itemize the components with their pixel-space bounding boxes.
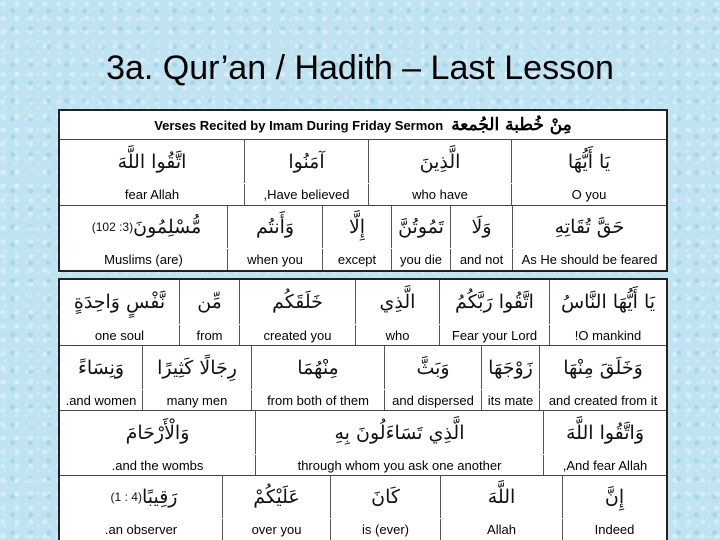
arabic-row [60,206,666,248]
arabic-word: وَالْأَرْحَامَ [125,421,190,444]
english-row [60,390,666,411]
arabic-word-with-reference [60,206,227,248]
english-word: an observer. [104,522,178,537]
english-word: And fear Allah, [543,455,666,475]
english-word: Have believed, [244,184,368,205]
arabic-word: نَّفْسٍ وَاحِدَةٍ [73,291,166,313]
arabic-word: إِلَّا [322,206,391,248]
arabic-word: وَنِسَاءً [77,356,125,379]
english-word: from [179,325,239,345]
arabic-word: مِنْهُمَا [251,346,384,389]
english-word: and women. [65,392,137,408]
arabic-word: وَأَنتُم [227,206,322,248]
english-word: O mankind! [549,325,666,345]
english-row [60,184,666,206]
english-word: As He should be feared [512,249,666,270]
arabic-row [60,411,666,454]
english-word: and created from it [539,390,666,410]
arabic-word: وَخَلَقَ مِنْهَا [539,346,666,389]
verse-reference: (4 : 1) [110,490,142,504]
arabic-word: رَقِيبًا [141,486,178,508]
arabic-word: يَا أَيُّهَا [511,140,666,183]
arabic-word: وَاتَّقُوا اللَّهَ [543,411,666,454]
arabic-word: اتَّقُوا اللَّهَ [117,150,187,173]
english-word: its mate [481,390,539,410]
english-row [60,519,666,540]
arabic-word: تَمُوتُنَّ [391,206,450,248]
english-row [60,325,666,346]
arabic-word: الَّذِي [355,280,439,324]
arabic-word: اللَّهَ [440,476,562,518]
english-word: many men [142,390,251,410]
header-english: Verses Recited by Imam During Friday Sermon [154,117,444,133]
english-word: one soul [94,327,145,343]
english-word: Indeed [562,519,666,540]
verse-reference: (3: 102) [91,220,134,234]
english-word: through whom you ask one another [255,455,543,475]
arabic-word: يَا أَيُّهَا النَّاسُ [549,280,666,324]
english-row [60,455,666,476]
english-word: and not [450,249,512,270]
english-word: is (ever) [330,519,440,540]
english-word: who have [368,184,511,205]
english-word: who [355,325,439,345]
arabic-row [60,140,666,183]
arabic-word: الَّذِينَ [368,140,511,183]
english-word: except [322,249,391,270]
english-word: Allah [440,519,562,540]
arabic-row [60,280,666,324]
english-word: (are) Muslims [104,252,183,267]
arabic-word: اتَّقُوا رَبَّكُمُ [439,280,549,324]
verse-table-2 [58,278,668,540]
verse-table-1 [58,109,668,272]
english-word: over you [222,519,330,540]
english-word: from both of them [251,390,384,410]
arabic-word: مِّن [179,280,239,324]
arabic-word: حَقَّ تُقَاتِهِ [512,206,666,248]
english-word: you die [391,249,450,270]
english-word: created you [239,325,355,345]
arabic-word: زَوْجَهَا [481,346,539,389]
english-word: fear Allah [124,187,180,202]
header-arabic: مِنْ خُطبة الجُمعة [451,115,572,135]
english-row [60,249,666,270]
arabic-word: إِنَّ [562,476,666,518]
arabic-word-with-reference [60,476,222,518]
english-word: when you [227,249,322,270]
arabic-word: وَلَا [450,206,512,248]
english-word: and the wombs. [111,457,204,473]
arabic-word: آمَنُوا [244,140,368,183]
english-word: Fear your Lord [439,325,549,345]
arabic-word: كَانَ [330,476,440,518]
arabic-word: مُّسْلِمُونَ [133,216,202,238]
arabic-row [60,476,666,518]
arabic-word: رِجَالًا كَثِيرًا [142,346,251,389]
arabic-word: خَلَقَكُم [239,280,355,324]
arabic-word: عَلَيْكُمْ [222,476,330,518]
slide-title: 3a. Qur’an / Hadith – Last Lesson [106,49,614,87]
english-word: and dispersed [384,390,481,410]
arabic-word: وَبَثَّ [384,346,481,389]
arabic-word: الَّذِي تَسَاءَلُونَ بِهِ [255,411,543,454]
arabic-row [60,346,666,389]
table-header [60,111,666,140]
english-word: O you [511,184,666,205]
